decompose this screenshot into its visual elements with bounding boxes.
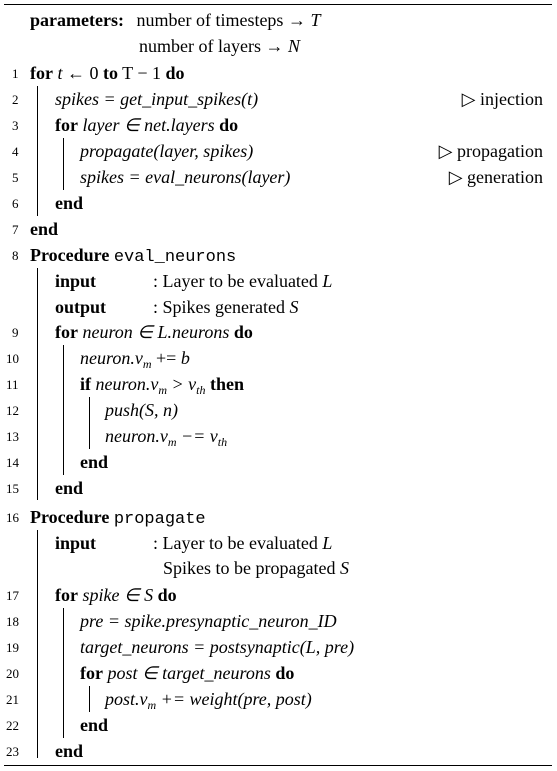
line-3: for layer ∈ net.layers do: [55, 115, 239, 135]
comment-injection: ▷ injection: [461, 89, 543, 109]
line-19: target_neurons = postsynaptic(L, pre): [80, 637, 355, 657]
line-14-end: end: [80, 452, 109, 472]
line-5: spikes = eval_neurons(layer): [80, 167, 291, 187]
line-10: $neuron.v_m += b$: [80, 348, 190, 371]
line-8-procedure: Procedure eval_neurons: [30, 245, 237, 267]
line-22-end: end: [80, 715, 109, 735]
top-rule: [4, 4, 552, 5]
procedure-name-eval-neurons: eval_neurons: [113, 248, 237, 267]
line-23-end: end: [55, 741, 84, 761]
line-17: for spike ∈ S do: [55, 585, 177, 605]
comment-propagation: ▷ propagation: [438, 141, 543, 161]
line-12: push(S, n): [105, 400, 178, 420]
io-input-eval: input : Layer to be evaluated L: [55, 271, 333, 291]
bottom-rule: [4, 765, 552, 766]
scope-bar-eval-neurons: [37, 268, 38, 500]
line-6-end: end: [55, 193, 84, 213]
parameters-line-2: number of layers → N: [139, 36, 300, 56]
line-13: $neuron.v_m -= v_{th}$: [105, 426, 228, 449]
io-input-propagate-2: Spikes to be propagated S: [163, 558, 349, 578]
io-input-propagate: input : Layer to be evaluated L: [55, 533, 333, 553]
line-20: for post ∈ target_neurons do: [80, 663, 295, 683]
scope-bar-if: [89, 397, 90, 449]
parameters-keyword: parameters:: [30, 10, 124, 30]
line-15-end: end: [55, 478, 84, 498]
io-output-eval: output : Spikes generated S: [55, 297, 299, 317]
line-18: pre = spike.presynaptic_neuron_ID: [80, 611, 337, 631]
line-11: if $neuron.v_m > v_{th}$ then: [80, 374, 244, 397]
line-16-procedure: Procedure propagate: [30, 507, 206, 529]
line-4: propagate(layer, spikes): [80, 141, 254, 161]
scope-bar-for-t: [37, 86, 38, 216]
scope-bar-propagate: [37, 530, 38, 758]
param-timesteps: number of timesteps →: [136, 10, 311, 30]
line-2: spikes = get_input_spikes(t): [55, 89, 259, 109]
line-1: for t ← 0 to T − 1 do: [30, 63, 185, 83]
scope-bar-for-post: [89, 686, 90, 712]
scope-bar-for-layer: [63, 138, 64, 190]
parameters-line-1: parameters: number of timesteps → T: [30, 10, 321, 30]
comment-generation: ▷ generation: [448, 167, 543, 187]
scope-bar-for-spike: [63, 608, 64, 738]
line-9: for neuron ∈ L.neurons do: [55, 322, 253, 342]
scope-bar-for-neuron: [63, 345, 64, 475]
line-21: $post.v_m$ += weight(pre, post): [105, 689, 312, 712]
param-layers: number of layers →: [139, 36, 288, 56]
procedure-name-propagate: propagate: [113, 510, 206, 529]
line-7-end: end: [30, 219, 59, 239]
